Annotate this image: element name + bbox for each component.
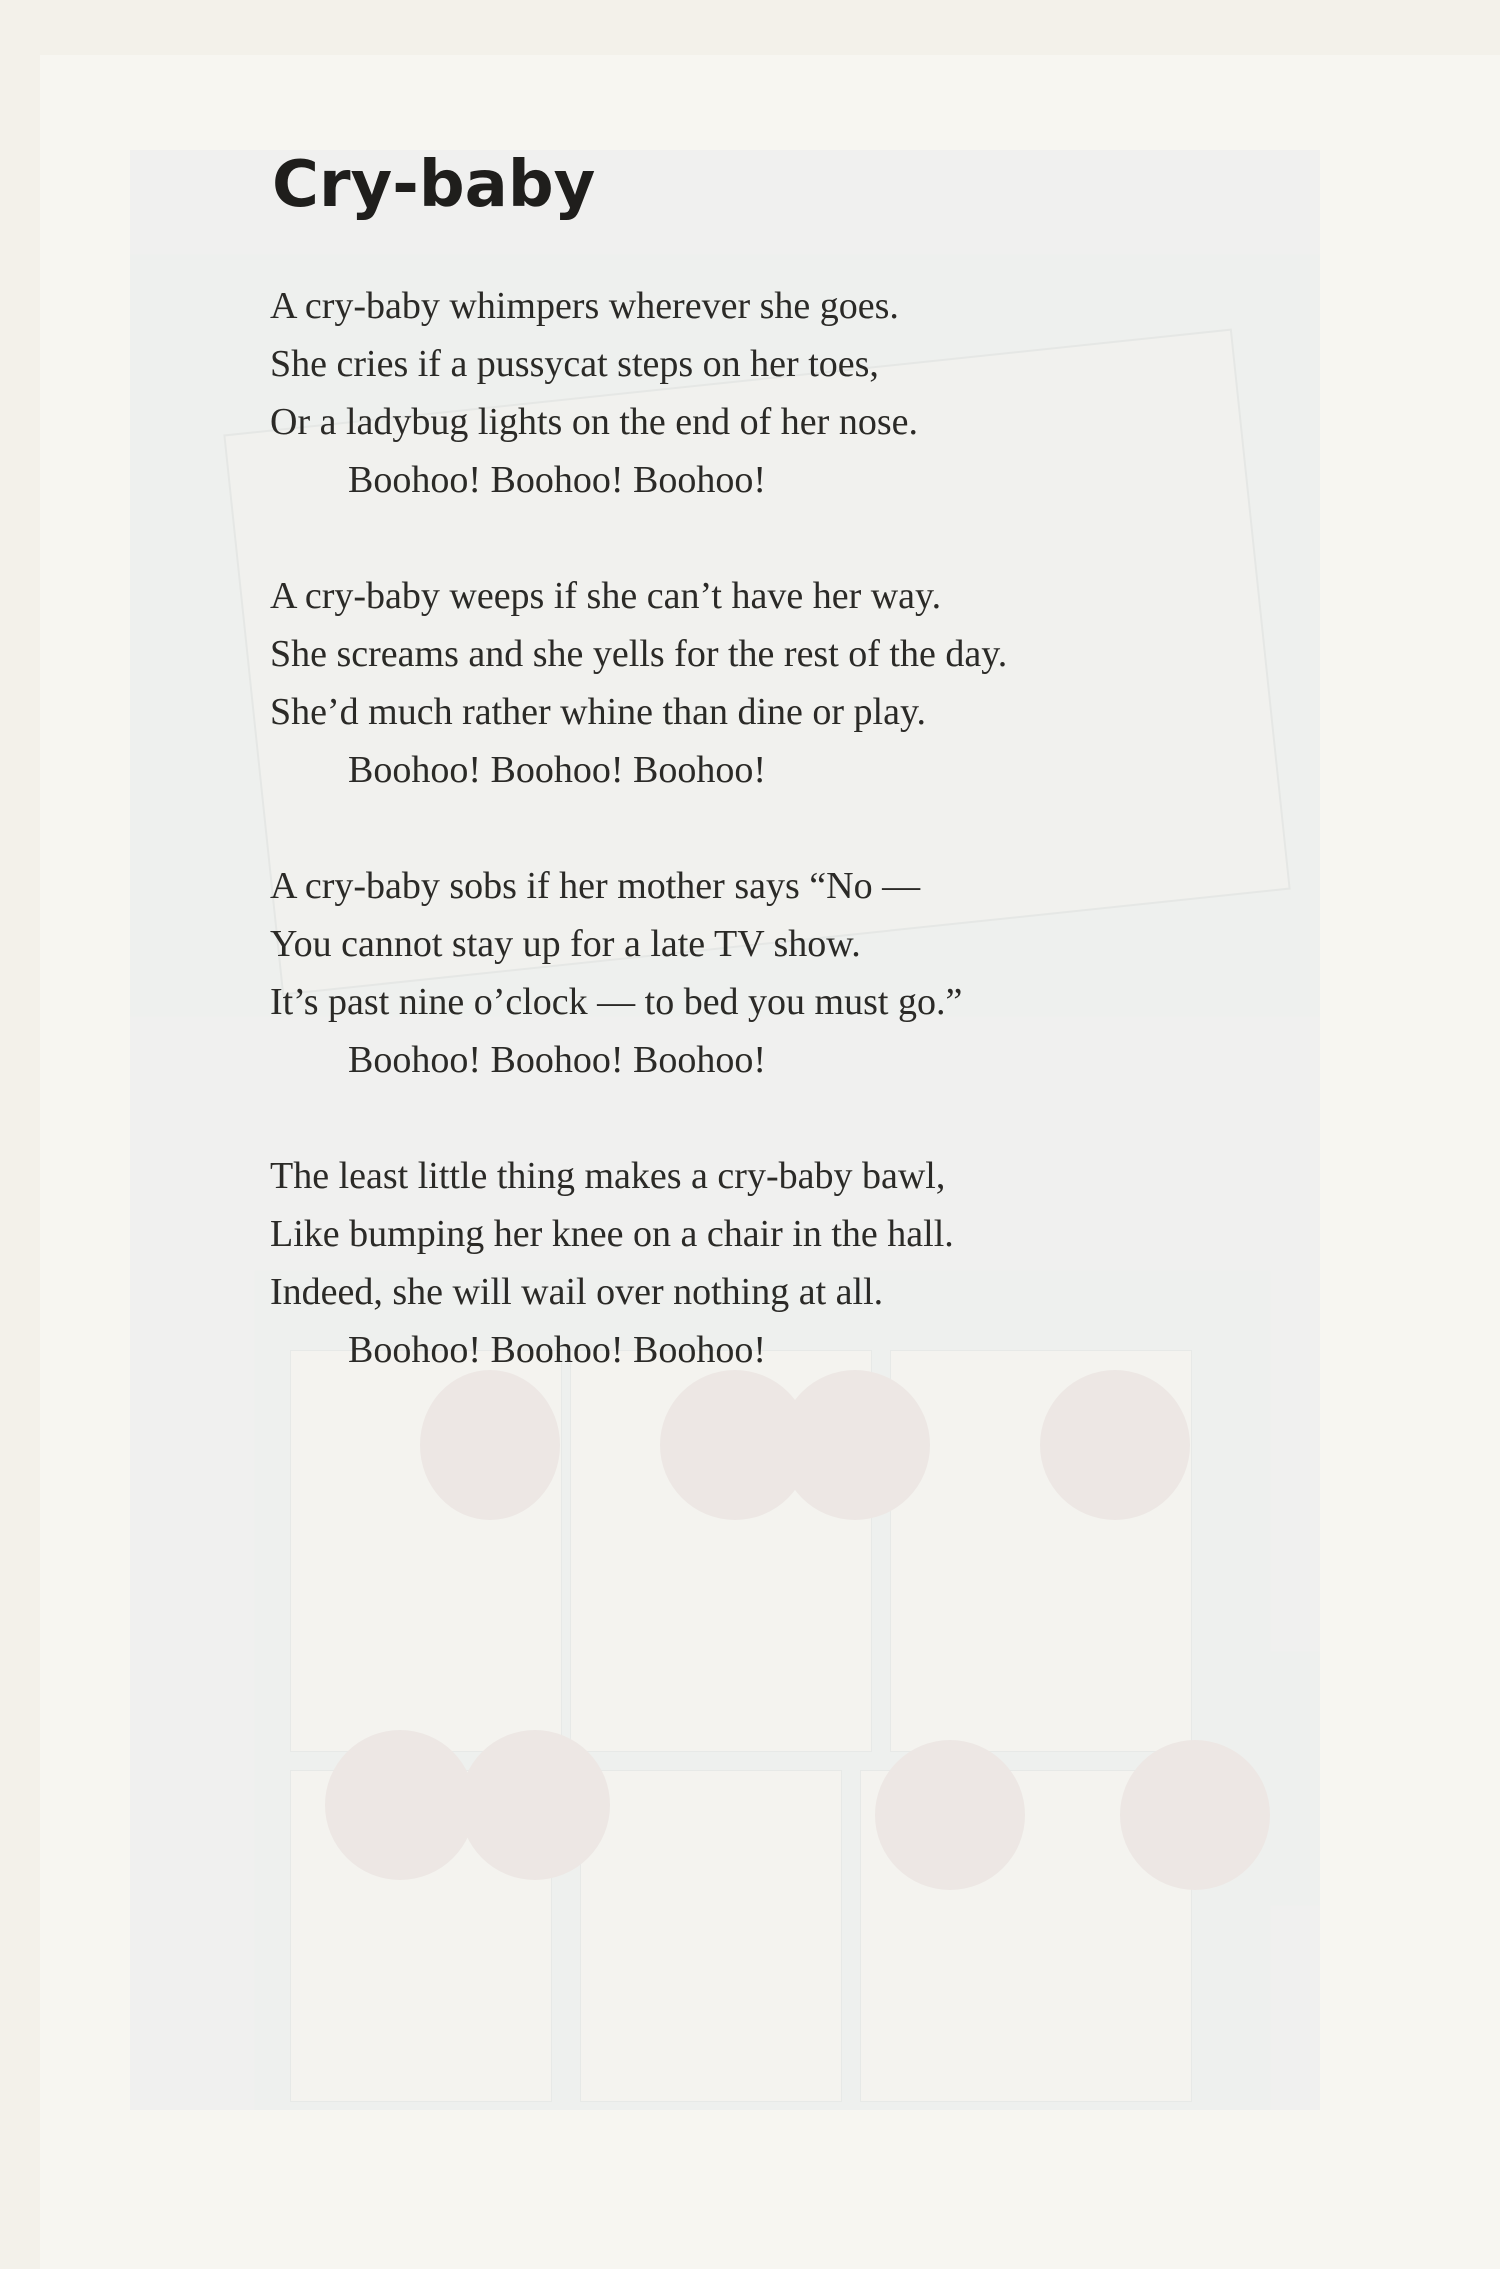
stanza-2 — [270, 567, 1270, 799]
poem-line: Like bumping her knee on a chair in the hall. — [270, 1213, 954, 1255]
stanza-3 — [270, 857, 1270, 1089]
illustration-panel — [580, 1770, 842, 2102]
illustration-circle — [325, 1730, 475, 1880]
illustration-circle — [460, 1730, 610, 1880]
poem-line: Or a ladybug lights on the end of her nose. — [270, 401, 918, 443]
refrain-line: Boohoo! Boohoo! Boohoo! — [348, 749, 766, 791]
poem-line: A cry-baby whimpers wherever she goes. — [270, 285, 899, 327]
poem — [270, 145, 1270, 1437]
poem-line: She’d much rather whine than dine or play. — [270, 691, 927, 733]
refrain-line: Boohoo! Boohoo! Boohoo! — [348, 459, 766, 501]
poem-line: You cannot stay up for a late TV show. — [270, 923, 861, 965]
refrain-line: Boohoo! Boohoo! Boohoo! — [348, 1039, 766, 1081]
poem-line: A cry-baby weeps if she can’t have her way. — [270, 575, 942, 617]
illustration-circle — [1120, 1740, 1270, 1890]
poem-line: Indeed, she will wail over nothing at all. — [270, 1271, 884, 1313]
poem-title: Cry-baby — [272, 148, 596, 222]
stanza-1 — [270, 277, 1270, 509]
poem-line: She screams and she yells for the rest of the day. — [270, 633, 1008, 675]
poem-line: The least little thing makes a cry-baby bawl, — [270, 1155, 946, 1197]
poem-line: A cry-baby sobs if her mother says “No — — [270, 865, 921, 907]
illustration-circle — [875, 1740, 1025, 1890]
poem-line: She cries if a pussycat steps on her toes, — [270, 343, 879, 385]
stanza-4 — [270, 1147, 1270, 1379]
poem-line: It’s past nine o’clock — to bed you must go.” — [270, 981, 963, 1023]
refrain-line: Boohoo! Boohoo! Boohoo! — [348, 1329, 766, 1371]
